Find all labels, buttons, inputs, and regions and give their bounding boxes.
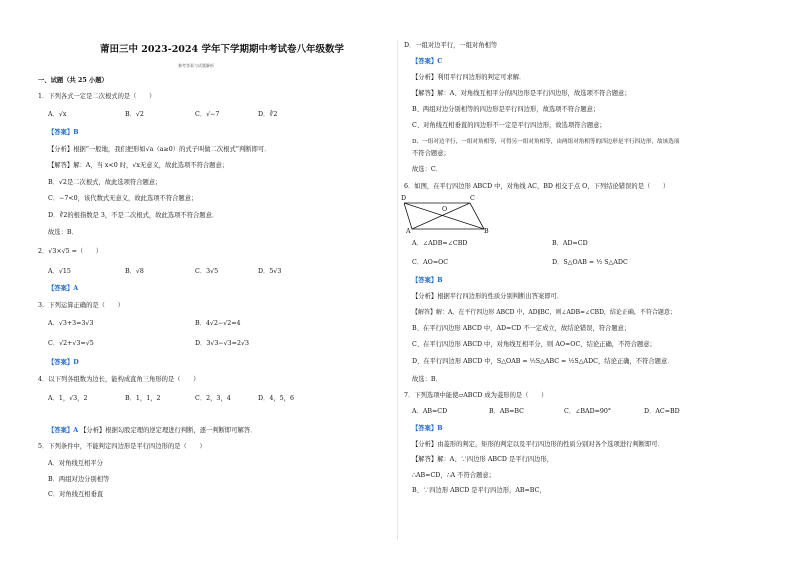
q1-conclusion: 故选：B． [48,229,78,236]
q6-option-b: B．AD=CD [552,240,588,247]
q1-solution: 【解答】解：A，当 x<0 时，√x无意义，故此选项不符合题意； [48,162,229,169]
q7-line-3: B、∵四边形 ABCD 是平行四边形，AB=BC， [412,487,546,494]
question-7-stem: 7．下列选项中能使▱ABCD 成为菱形的是（ ） [404,392,548,399]
diagonal-ac [412,203,470,229]
q1-analysis: 【分析】根据“一般地，我们把形如√a（a≥0）的式子叫做二次根式”判断即可． [48,146,271,153]
question-2-stem: 2．√3×√5 =（ ） [38,248,103,255]
q1-option-d: D．∛2 [258,111,278,118]
q7-option-c: C．∠BAD=90° [564,408,612,415]
q5-option-b: B．两组对边分别相等 [48,476,110,483]
vertex-label-c: C [470,195,475,202]
q6-solution: 【解答】解：A、在平行四边形 ABCD 中，AD∥BC，则∠ADB=∠CBD，结论正确，不符合题意； [412,309,676,316]
q2-option-a: A．√15 [48,268,71,275]
question-5-stem: 5．下列条件中，不能判定四边形是平行四边形的是（ ） [38,443,206,450]
q6-option-c: C．AO=OC [412,259,449,266]
q3-answer: 【答案】D [48,359,79,366]
page-subtitle: 参考答案与试题解析 [178,63,214,68]
q3-option-c: C．√2+√3=√5 [48,340,94,347]
q2-option-d: D．5√3 [258,268,282,275]
q2-option-b: B．√8 [125,268,144,275]
q4-option-d: D．4，5，6 [258,395,294,402]
vertex-label-a: A [406,228,411,235]
q5-line-b: B、两组对边分别相等的四边形是平行四边形，故选项不符合题意； [412,106,600,113]
q5-analysis: 【分析】利用平行四边形的判定可求解． [412,74,526,81]
q1-line-b: B．√2是二次根式，故此选项符合题意； [48,179,162,186]
question-4-stem: 4．以下列各组数为边长，能构成直角三角形的是（ ） [38,376,200,383]
q7-option-a: A．AB=CD [412,408,448,415]
vertex-label-d: D [401,195,407,202]
q5-answer: 【答案】C [412,58,443,65]
q7-line-2: ∴AB=CD，∴A 不符合题意； [412,472,495,479]
q4-answer: 【答案】A [48,427,79,434]
q5-line-c: C、对角线互相垂直的四边形不一定是平行四边形，故选项符合题意； [412,122,606,129]
q3-option-b: B．4√2−√2=4 [195,320,241,327]
q1-option-a: A．√x [48,111,67,118]
vertex-label-o: O [442,206,448,213]
q5-option-d: D．一组对边平行，一组对角相等 [404,42,498,49]
parallelogram-figure [404,195,494,237]
q6-line-c: C、在平行四边形 ABCD 中，对角线互相平分，则 AO=OC，结论正确，不符合题意； [412,341,656,348]
section-heading: 一、试题（共 25 小题） [38,77,108,84]
q6-option-a: A．∠ADB=∠CBD [412,240,468,247]
q6-line-b: B、在平行四边形 ABCD 中，AD=CD 不一定成立，故结论错误，符合题意； [412,325,631,332]
q3-option-d: D．3√3−√3=2√3 [195,340,249,347]
q2-option-c: C．3√5 [195,268,219,275]
q5-solution: 【解答】解：A、对角线互相平分的四边形是平行四边形，故选项不符合题意； [412,90,631,97]
q7-solution: 【解答】解：A、∵四边形 ABCD 是平行四边形， [412,456,554,463]
q6-option-d: D．S△OAB = ½ S△ADC [552,259,628,266]
q6-line-d: D、在平行四边形 ABCD 中，S△OAB = ½S△ABC = ½S△ADC，结论正确，不符合题意． [412,358,674,365]
vertex-label-b: B [484,228,489,235]
q5-conclusion: 故选：C． [412,166,443,173]
q7-analysis: 【分析】由菱形的判定，矩形的判定以及平行四边形的性质分别对各个选项进行判断即可． [412,441,664,448]
q3-option-a: A．√3+3=3√3 [48,320,94,327]
q1-line-d: D．∛2的根指数是 3，不是二次根式，故此选项不符合题意． [48,212,219,219]
q6-conclusion: 故选：B． [412,376,442,383]
question-6-stem: 6．如图，在平行四边形 ABCD 中，对角线 AC，BD 相交于点 O，下列结论错误的是（ ） [404,183,670,190]
page-title: 莆田三中 2023-2024 学年下学期期中考试卷八年级数学 [100,44,344,55]
q5-option-a: A．对角线互相平分 [48,460,103,467]
q4-answer-analysis [48,427,256,435]
column-divider [397,40,398,540]
q1-option-c: C．√−7 [195,111,220,118]
question-1-stem: 1．下列各式一定是二次根式的是（ ） [38,93,156,100]
q7-option-d: D．AC=BD [644,408,680,415]
q5-line-d2: 不符合题意； [412,150,450,157]
q6-answer: 【答案】B [412,277,443,284]
q2-answer: 【答案】A [48,285,79,292]
q1-line-c: C．−7<0，该代数式无意义，故此选项不符合题意； [48,195,198,202]
q7-option-b: B．AB=BC [489,408,524,415]
q4-option-a: A．1，√3，2 [48,395,88,402]
q4-option-b: B．1，1，2 [125,395,161,402]
q1-option-b: B．√2 [125,111,144,118]
question-3-stem: 3．下列运算正确的是（ ） [38,302,124,309]
q4-option-c: C．2，3，4 [195,395,231,402]
q6-analysis: 【分析】根据平行四边形的性质分别判断出答案即可． [412,293,564,300]
q1-answer: 【答案】B [48,129,79,136]
q4-analysis: 【分析】根据勾股定理的逆定理进行判断，逐一判断即可解答． [80,427,257,434]
q5-line-d1: D、一组对边平行，一组对角相等，可得另一组对角相等，由两组对角相等的四边形是平行四边形，故该选项 [412,139,680,145]
q7-answer: 【答案】B [412,425,443,432]
q5-option-c: C．对角线互相垂直 [48,491,104,498]
